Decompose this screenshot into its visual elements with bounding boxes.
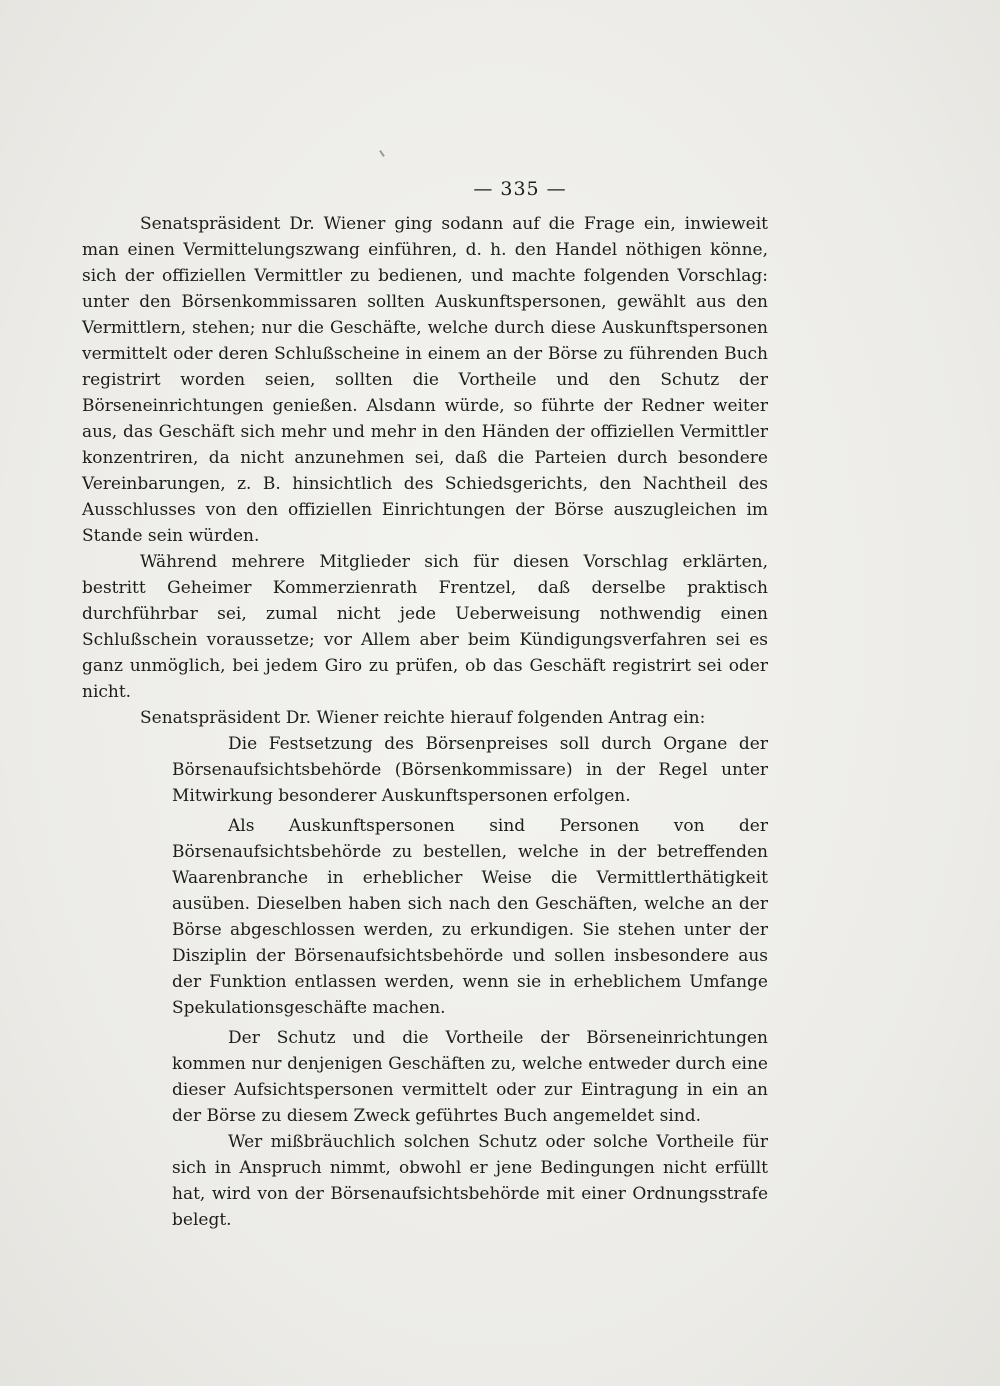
motion-clause-1: Die Festsetzung des Börsenpreises soll durch Organe der Börsenaufsichtsbehörde (Börsenkommissare) in der Regel unter Mitwirkung besonderer Auskunftspersonen erfolgen. [172, 734, 768, 806]
body-text [82, 211, 768, 1233]
paragraph-motion-intro: Senatspräsident Dr. Wiener reichte hierauf folgenden Antrag ein: [140, 708, 706, 728]
motion-clause-3: Der Schutz und die Vortheile der Börseneinrichtungen kommen nur denjenigen Geschäften zu, welche entweder durch eine dieser Aufsichtspersonen vermittelt oder zur Eintragung in ein an der Börse zu diesem Zweck geführtes Buch angemeldet sind. [172, 1028, 768, 1126]
motion-clause-4: Wer mißbräuchlich solchen Schutz oder solche Vortheile für sich in Anspruch nimmt, obwohl er jene Bedingungen nicht erfüllt hat, wird von der Börsenaufsichtsbehörde mit einer Ordnungsstrafe belegt. [172, 1132, 768, 1230]
motion-clause-2: Als Auskunftspersonen sind Personen von der Börsenaufsichtsbehörde zu bestellen, welche in der betreffenden Waarenbranche in erheblicher Weise die Vermittlerthätigkeit ausüben. Dieselben haben sich nach den Geschäften, welche an der Börse abgeschlossen werden, zu erkundigen. Sie stehen unter der Disziplin der Börsenaufsichtsbehörde und sollen insbesondere aus der Funktion entlassen werden, wenn sie in erheblichem Umfange Spekulationsgeschäfte machen. [172, 816, 768, 1018]
print-mark [379, 150, 385, 157]
motion-text [172, 731, 768, 1233]
paragraph-frentzel-objection: Während mehrere Mitglieder sich für diesen Vorschlag erklärten, bestritt Geheimer Kommerzienrath Frentzel, daß derselbe praktisch durchführbar sei, zumal nicht jede Ueberweisung nothwendig einen Schlußschein voraussetze; vor Allem aber beim Kündigungsverfahren sei es ganz unmöglich, bei jedem Giro zu prüfen, ob das Geschäft registrirt sei oder nicht. [82, 552, 768, 702]
paragraph-wiener-proposal: Senatspräsident Dr. Wiener ging sodann auf die Frage ein, inwieweit man einen Vermittelungszwang einführen, d. h. den Handel nöthigen könne, sich der offiziellen Vermittler zu bedienen, und machte folgenden Vorschlag: unter den Börsenkommissaren sollten Auskunftspersonen, gewählt aus den Vermittlern, stehen; nur die Geschäfte, welche durch diese Auskunftspersonen vermittelt oder deren Schlußscheine in einem an der Börse zu führenden Buch registrirt worden seien, sollten die Vortheile und den Schutz der Börseneinrichtungen genießen. Alsdann würde, so führte der Redner weiter aus, das Geschäft sich mehr und mehr in den Händen der offiziellen Vermittler konzentriren, da nicht anzunehmen sei, daß die Parteien durch besondere Vereinbarungen, z. B. hinsichtlich des Schiedsgerichts, den Nachtheil des Ausschlusses von den offiziellen Einrichtungen der Börse auszugleichen im Stande sein würden. [82, 214, 768, 546]
page-number: — 335 — [473, 178, 567, 200]
